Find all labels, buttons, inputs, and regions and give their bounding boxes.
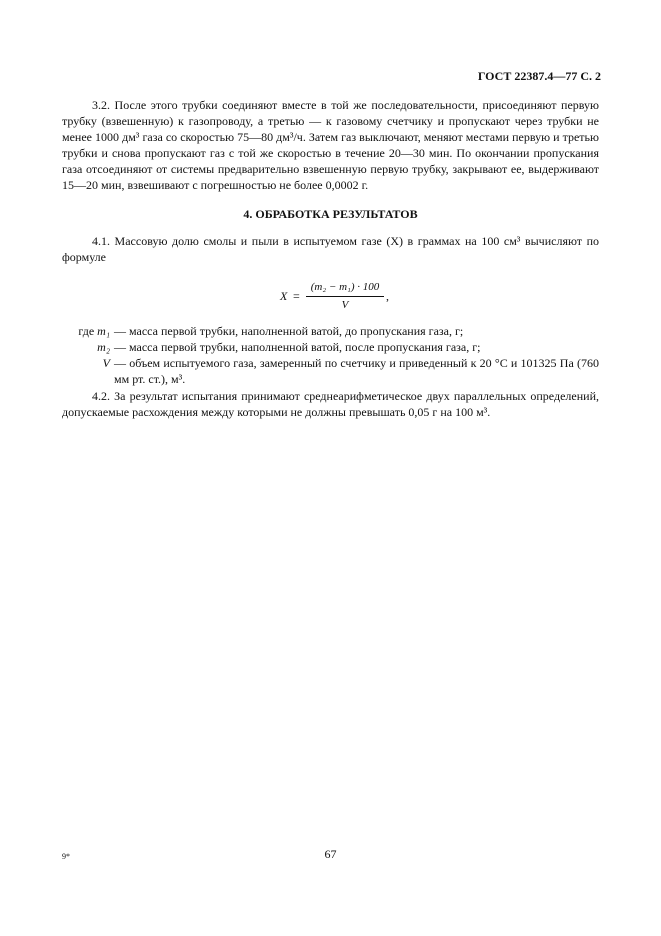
page-header: ГОСТ 22387.4—77 С. 2 [477, 69, 601, 83]
legend-symbol [62, 355, 114, 387]
formula-denominator: V [341, 299, 349, 311]
paragraph-3-2: 3.2. После этого трубки соединяют вместе в той же последовательности, присоединяют первую трубку (взвешенную) к газопроводу, а третью — к газовому счетчику и пропускают через трубки не менее 1000 дм³ газа со скоростью 75—80 дм³/ч. Затем газ выключают, меняют местами первую и третью трубки и снова пропускают газ с той же скоростью в течение 20—30 мин. По окончании пропускания газа отсоединяют от системы предварительно взвешенную первую трубку, закрывают ее, выдерживают 15—20 мин, взвешивают с погрешностью не более 0,0002 г. [62, 98, 599, 192]
legend-symbol-text: m₁ [97, 324, 110, 338]
formula-legend [62, 323, 599, 387]
legend-symbol [62, 323, 114, 339]
formula [280, 279, 599, 313]
document-body [62, 97, 599, 420]
formula-lhs: X [280, 289, 288, 303]
formula-numerator: (m₂ − m₁) · 100 [306, 279, 384, 297]
legend-symbol-text: m₂ [97, 340, 110, 354]
legend-item [62, 323, 599, 339]
page-number: 67 [324, 847, 337, 861]
signature-mark: 9* [62, 852, 70, 861]
formula-comma: , [386, 289, 389, 303]
legend-description: — объем испытуемого газа, замеренный по счетчику и приведенный к 20 °С и 101325 Па (760 мм рт. ст.), м³. [114, 356, 599, 386]
legend-symbol-text: V [102, 356, 110, 370]
paragraph-4-1: 4.1. Массовую долю смолы и пыли в испытуемом газе (X) в граммах на 100 см³ вычисляют по формуле [62, 234, 599, 264]
legend-prefix: где [78, 324, 98, 338]
section-title: 4. ОБРАБОТКА РЕЗУЛЬТАТОВ [243, 207, 418, 221]
formula-equals: = [293, 289, 300, 303]
legend-item [62, 355, 599, 387]
legend-description: — масса первой трубки, наполненной ватой, после пропускания газа, г; [114, 340, 481, 354]
legend-item [62, 339, 599, 355]
paragraph-4-2: 4.2. За результат испытания принимают среднеарифметическое двух параллельных определений, допускаемые расхождения между которыми не должны превышать 0,05 г на 100 м³. [62, 389, 599, 419]
formula-fraction [306, 279, 384, 313]
legend-description: — масса первой трубки, наполненной ватой, до пропускания газа, г; [114, 324, 464, 338]
legend-symbol [62, 339, 114, 355]
